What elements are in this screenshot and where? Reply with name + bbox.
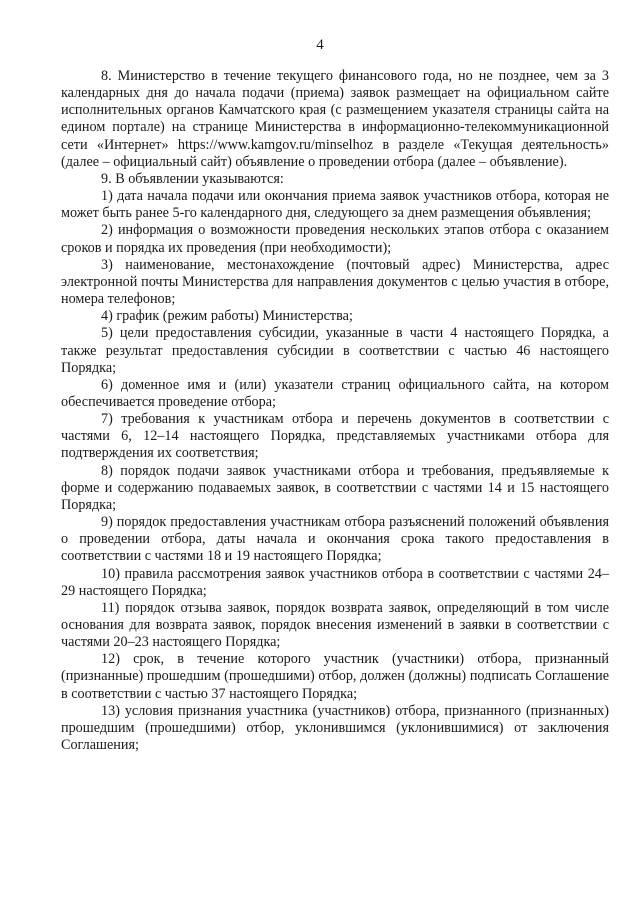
list-item-3: 3) наименование, местонахождение (почтовый адрес) Министерства, адрес электронной почты Министерства для направления документов с целью участия в отборе, номера телефонов; [61, 256, 609, 308]
page-number: 4 [316, 37, 324, 53]
list-item-7: 7) требования к участникам отбора и перечень документов в соответствии с частями 6, 12–14 настоящего Порядка, представляемых участниками отбора для подтверждения их соответствия; [61, 411, 609, 462]
list-item-12: 12) срок, в течение которого участник (участники) отбора, признанный (признанные) прошедшим (прошедшими) отбор, должен (должны) подписать Соглашение в соответствии с частью 37 настоящего Порядка; [61, 651, 609, 702]
list-item-9: 9) порядок предоставления участникам отбора разъяснений положений объявления о проведении отбора, даты начала и окончания срока такого предоставления в соответствии с частями 18 и 19 настоящего Порядка; [61, 514, 609, 565]
list-item-11: 11) порядок отзыва заявок, порядок возврата заявок, определяющий в том числе основания для возврата заявок, порядок внесения изменений в заявки в соответствии с частями 20–23 настоящего Порядка; [61, 599, 609, 651]
list-item-4: 4) график (режим работы) Министерства; [101, 308, 353, 325]
document-body [61, 68, 609, 754]
list-item-6: 6) доменное имя и (или) указатели страниц официального сайта, на котором обеспечивается проведение отбора; [61, 376, 609, 410]
paragraph-8: 8. Министерство в течение текущего финансового года, но не позднее, чем за 3 календарных дня до начала подачи (приема) заявок размещает на официальном сайте исполнительных органов Камчатского края (с размещением указателя страницы сайта на едином портале) на странице Министерства в информационно-телекоммуникационной сети «Интернет» https://www.kamgov.ru/minselhoz в разделе «Текущая деятельность» (далее – официальный сайт) объявление о проведении отбора (далее – объявление). [61, 68, 609, 170]
list-item-1: 1) дата начала подачи или окончания приема заявок участников отбора, которая не может быть ранее 5-го календарного дня, следующего за днем размещения объявления; [61, 188, 609, 222]
paragraph-9: 9. В объявлении указываются: [101, 170, 284, 187]
list-item-2: 2) информация о возможности проведения нескольких этапов отбора с оказанием сроков и порядка их проведения (при необходимости); [61, 222, 609, 256]
list-item-5: 5) цели предоставления субсидии, указанные в части 4 настоящего Порядка, а также результат предоставления субсидии в соответствии с частью 46 настоящего Порядка; [61, 325, 609, 376]
list-item-13: 13) условия признания участника (участников) отбора, признанного (признанных) прошедшим (прошедшими) отбор, уклонившимся (уклонившимися) от заключения Соглашения; [61, 702, 609, 754]
list-item-10: 10) правила рассмотрения заявок участников отбора в соответствии с частями 24–29 настоящего Порядка; [61, 565, 609, 599]
list-item-8: 8) порядок подачи заявок участниками отбора и требования, предъявляемые к форме и содержанию подаваемых заявок, в соответствии с частями 14 и 15 настоящего Порядка; [61, 462, 609, 513]
